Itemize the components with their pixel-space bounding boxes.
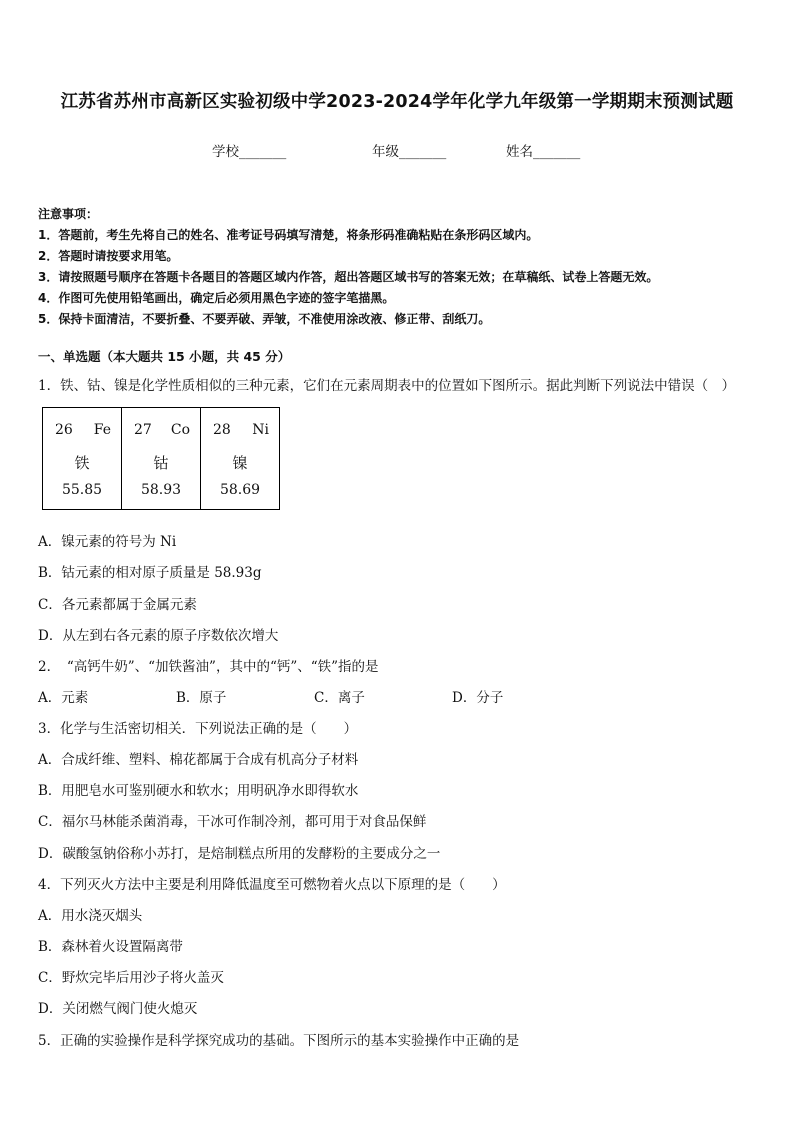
atomic-number: 28 — [213, 422, 231, 438]
element-cell-co — [122, 408, 201, 510]
question-1-option-a: A．镍元素的符号为 Ni — [38, 534, 177, 550]
notice-item: 1．答题前，考生先将自己的姓名、准考证号码填写清楚，将条形码准确粘贴在条形码区域内。 — [38, 228, 539, 242]
question-5-stem: 5．正确的实验操作是科学探究成功的基础。下图所示的基本实验操作中正确的是 — [38, 1033, 520, 1049]
question-1-stem: 1．铁、钴、镍是化学性质相似的三种元素，它们在元素周期表中的位置如下图所示。据此判断下列说法中错误（ ） — [38, 378, 736, 394]
question-2-option-a: A．元素 — [38, 690, 89, 706]
notice-heading: 注意事项： — [38, 207, 99, 221]
element-symbol: Co — [170, 422, 190, 438]
school-field: 学校_______ — [212, 144, 287, 160]
notice-item: 5．保持卡面清洁，不要折叠、不要弄破、弄皱，不准使用涂改液、修正带、刮纸刀。 — [38, 312, 491, 326]
grade-field: 年级_______ — [372, 144, 447, 160]
question-3-option-c: C．福尔马林能杀菌消毒，干冰可作制冷剂，都可用于对食品保鲜 — [38, 814, 427, 830]
atomic-number: 26 — [55, 422, 73, 438]
element-symbol: Fe — [93, 422, 111, 438]
page-title: 江苏省苏州市高新区实验初级中学2023-2024学年化学九年级第一学期期末预测试题 — [60, 92, 734, 112]
question-1-option-d: D．从左到右各元素的原子序数依次增大 — [38, 628, 279, 644]
notice-block — [38, 204, 658, 330]
question-2-stem: 2． “高钙牛奶”、“加铁酱油”，其中的“钙”、“铁”指的是 — [38, 659, 379, 675]
question-3-option-d: D．碳酸氢钠俗称小苏打，是焙制糕点所用的发酵粉的主要成分之一 — [38, 846, 441, 862]
atomic-number: 27 — [134, 422, 152, 438]
element-name: 镍 — [232, 454, 248, 472]
element-cell-ni — [201, 408, 280, 510]
question-3-option-a: A．合成纤维、塑料、棉花都属于合成有机高分子材料 — [38, 752, 359, 768]
element-cell-fe — [43, 408, 122, 510]
question-4-option-a: A．用水浇灭烟头 — [38, 908, 143, 924]
question-4-option-c: C．野炊完毕后用沙子将火盖灭 — [38, 970, 224, 986]
question-3-option-b: B．用肥皂水可鉴别硬水和软水；用明矾净水即得软水 — [38, 783, 359, 799]
question-4-option-b: B．森林着火设置隔离带 — [38, 939, 183, 955]
element-symbol: Ni — [252, 422, 269, 438]
question-3-stem: 3．化学与生活密切相关．下列说法正确的是（ ） — [38, 721, 358, 737]
question-1-option-c: C．各元素都属于金属元素 — [38, 597, 197, 613]
atomic-mass: 55.85 — [61, 482, 103, 498]
question-4-option-d: D．关闭燃气阀门使火熄灭 — [38, 1001, 198, 1017]
notice-item: 4．作图可先使用铅笔画出，确定后必须用黑色字迹的签字笔描黑。 — [38, 291, 395, 305]
element-name: 钴 — [153, 454, 169, 472]
question-2-option-d: D．分子 — [452, 690, 504, 706]
notice-item: 3．请按照题号顺序在答题卡各题目的答题区域内作答，超出答题区域书写的答案无效；在草稿纸、试卷上答题无效。 — [38, 270, 659, 284]
atomic-mass: 58.93 — [140, 482, 182, 498]
name-field: 姓名_______ — [506, 144, 581, 160]
periodic-table-excerpt — [42, 407, 280, 510]
question-4-stem: 4．下列灭火方法中主要是利用降低温度至可燃物着火点以下原理的是（ ） — [38, 877, 506, 893]
question-2-option-c: C．离子 — [314, 690, 365, 706]
atomic-mass: 58.69 — [219, 482, 261, 498]
notice-item: 2．答题时请按要求用笔。 — [38, 249, 179, 263]
question-1-option-b: B．钴元素的相对原子质量是 58.93g — [38, 565, 262, 581]
question-2-option-b: B．原子 — [176, 690, 227, 706]
element-name: 铁 — [74, 454, 90, 472]
section-heading: 一、单选题（本大题共 15 小题，共 45 分） — [38, 349, 291, 364]
